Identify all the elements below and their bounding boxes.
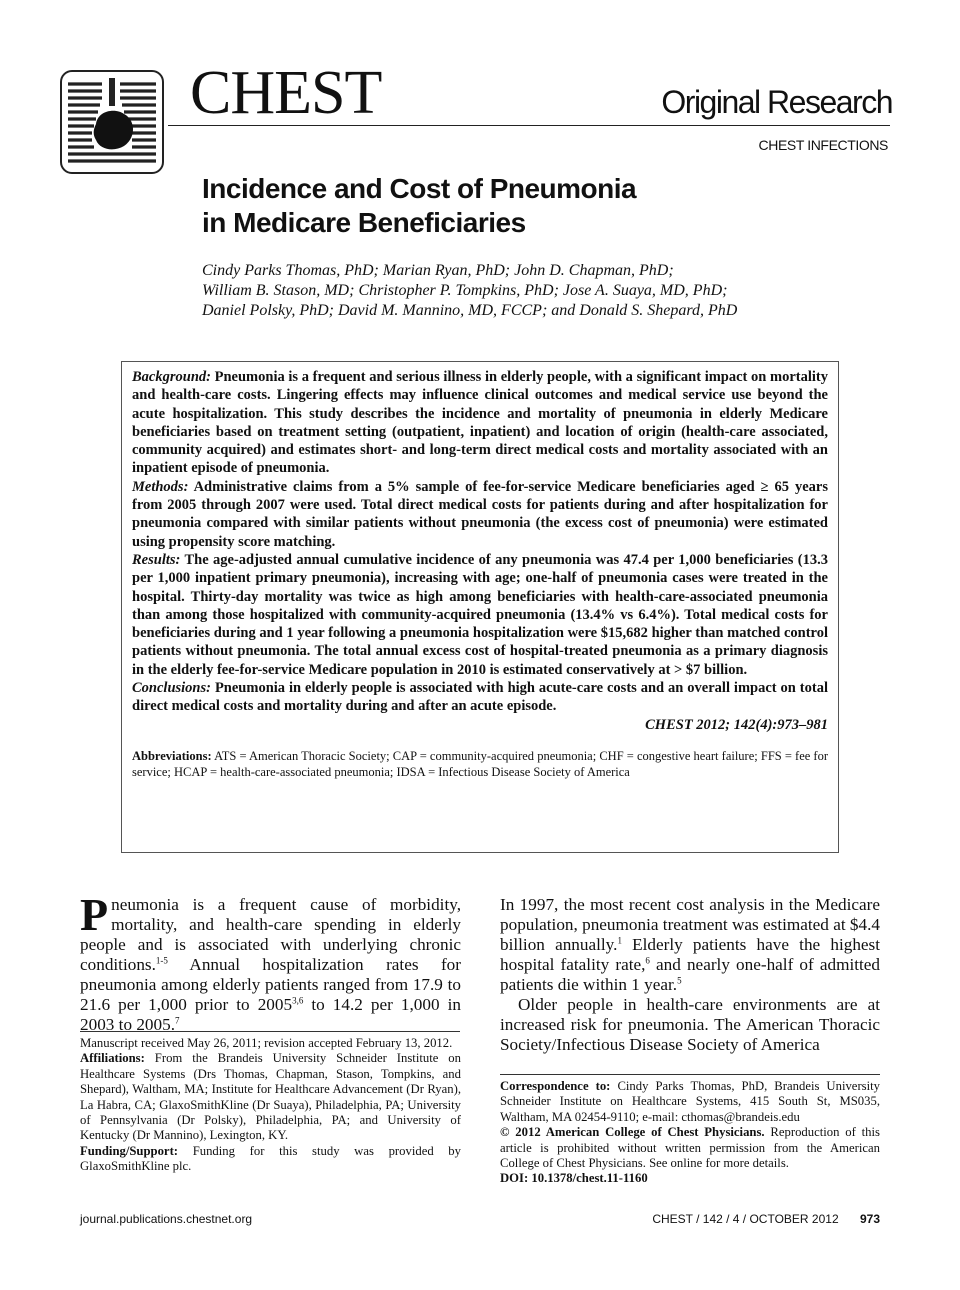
funding: [80, 1144, 461, 1175]
conclusions-label: Conclusions:: [132, 680, 211, 697]
citation-ref: 1-5: [155, 955, 168, 966]
page-footer: [652, 1212, 880, 1226]
citation-ref: 5: [677, 975, 682, 986]
correspondence: [500, 1079, 880, 1125]
section-category: CHEST INFECTIONS: [758, 137, 888, 153]
body-column-left: [80, 889, 461, 1035]
lungs-logo-icon: [62, 72, 162, 172]
methods-label: Methods:: [132, 478, 189, 495]
correspondence-notes: [500, 1079, 880, 1187]
manuscript-dates: Manuscript received May 26, 2011; revision accepted February 13, 2012.: [80, 1036, 453, 1050]
affiliations-label: Affiliations:: [80, 1051, 145, 1066]
background-text: Pneumonia is a frequent and serious illness in elderly people, with a significant impact on mortality and health-care costs. Lingering effects may influence clinical outcomes and medical service use beyond the acute hospitalization. This study describes the incidence and mortality of pneumonia in elderly Medicare beneficiaries based on treatment setting (outpatient, inpatient) and location of origin (health-care associated, community acquired) and estimates short- and long-term direct medical costs and mortality associated with an inpatient episode of pneumonia.: [132, 369, 829, 477]
footnote-divider: [500, 1074, 880, 1075]
background-label: Background:: [132, 369, 211, 385]
abstract-methods: [132, 478, 828, 551]
body-paragraph-3: Older people in health-care environments are at increased risk for pneumonia. The American Thoracic Society/Infectious Disease Society of America: [500, 995, 880, 1054]
abstract-results: [132, 551, 828, 679]
funding-text: Funding for this study was provided by GlaxoSmithKline plc.: [80, 1143, 461, 1174]
doi-text[interactable]: 10.1378/chest.11-1160: [531, 1171, 648, 1186]
citation-ref: 7: [175, 1015, 180, 1026]
paragraph-1-text-b: Annual hospitalization rates for pneumonia among elderly patients ranged from 17.9 to 21.6 per 1,000 prior to 2005: [80, 955, 461, 1014]
abbreviations-label: Abbreviations:: [132, 748, 212, 763]
article-title: [202, 172, 842, 240]
authors-line-2: William B. Stason, MD; Christopher P. Tompkins, PhD; Jose A. Suaya, MD, PhD;: [202, 282, 728, 299]
citation-ref: 3,6: [292, 995, 304, 1006]
paragraph-2-text-a: In 1997, the most recent cost analysis in the Medicare population, pneumonia treatment was estimated at $4.4 billion annually.: [500, 895, 880, 954]
methods-text: Administrative claims from a 5% sample of fee-for-service Medicare beneficiaries aged ≥ 65 years from 2005 through 2007 were used. Total direct medical costs for patients during and after hospitalization for pneumonia compared with similar patients without pneumonia (the excess cost of pneumonia) were estimated using propensity score matching.: [132, 478, 829, 550]
abstract-conclusions: [132, 679, 828, 716]
conclusions-text: Pneumonia in elderly people is associated with high acute-care costs and an overall impact on total direct medical costs and mortality during and after an acute episode.: [132, 680, 828, 715]
journal-logo: [60, 70, 164, 174]
header-divider: [168, 125, 890, 126]
copyright-text: Reproduction of this article is prohibited without written permission from the American College of Chest Physicians. See online for more details.: [500, 1125, 880, 1171]
paragraph-1-text-c: to 14.2 per 1,000 in 2003 to 2005.: [80, 995, 461, 1034]
doi-label: DOI:: [500, 1171, 529, 1186]
abstract-background: [132, 368, 828, 478]
copyright: [500, 1125, 880, 1171]
author-list: [202, 261, 862, 321]
drop-cap: P: [80, 889, 109, 940]
results-text: The age-adjusted annual cumulative incidence of any pneumonia was 47.4 per 1,000 beneficiaries (13.3 per 1,000 inpatient primary pneumonia), increasing with age; one-half of pneumonia cases were treated in the hospital. Thirty-day mortality was twice as high among beneficiaries with health-care-associated pneumonia than among those hospitalized with community-acquired pneumonia (13.4% vs 6.4%). Total medical costs for beneficiaries during and 1 year following a pneumonia hospitalization were $15,682 higher than matched control patients without pneumonia. The total annual excess cost of hospital-treated pneumonia as a primary diagnosis in the elderly fee-for-service Medicare population in 2010 is estimated conservatively at > $7 billion.: [132, 551, 828, 678]
footnote-divider: [80, 1031, 460, 1032]
copyright-label: © 2012 American College of Chest Physicians.: [500, 1125, 765, 1140]
authors-line-1: Cindy Parks Thomas, PhD; Marian Ryan, PhD; John D. Chapman, PhD;: [202, 262, 674, 279]
title-line-1: Incidence and Cost of Pneumonia: [202, 173, 637, 204]
doi: [500, 1171, 880, 1186]
citation-ref: 6: [645, 955, 650, 966]
authors-line-3: Daniel Polsky, PhD; David M. Mannino, MD, FCCP; and Donald S. Shepard, PhD: [202, 302, 738, 319]
citation-ref: 1: [617, 935, 622, 946]
affiliations-text: From the Brandeis University Schneider Institute on Healthcare Systems (Drs Thomas, Chapman, Stason, Tompkins, and Shepard), Waltham, MA; Institute for Healthcare Advancement (Dr Ryan), La Habra, CA; GlaxoSmithKline (Dr Suaya), Philadelphia, PA; University of Pennsylvania (Dr Polsky), Philadelphia, PA; and University of Kentucky (Dr Mannino), Lexington, KY.: [80, 1051, 461, 1143]
body-paragraph-2: [500, 895, 880, 995]
correspondence-label: Correspondence to:: [500, 1079, 611, 1093]
journal-title: CHEST: [190, 59, 382, 127]
article-notes: [80, 1036, 461, 1175]
title-line-2: in Medicare Beneficiaries: [202, 207, 526, 238]
body-column-right: [500, 895, 880, 1055]
correspondence-text: Cindy Parks Thomas, PhD, Brandeis University Schneider Institute on Healthcare Systems, 415 South St, MS035, Waltham, MA 02454-9110; e-mail: cthomas@brandeis.edu: [500, 1079, 880, 1124]
abstract-box: [121, 361, 839, 853]
funding-label: Funding/Support:: [80, 1143, 179, 1158]
paragraph-1-text-a: neumonia is a frequent cause of morbidity, mortality, and health-care spending in elderly people and is associated with underlying chronic conditions.: [80, 895, 461, 974]
journal-url[interactable]: journal.publications.chestnet.org: [80, 1212, 253, 1226]
journal-citation: CHEST 2012; 142(4):973–981: [645, 716, 828, 733]
affiliations: [80, 1051, 461, 1143]
abbreviations: [132, 748, 828, 780]
results-label: Results:: [132, 551, 181, 568]
abbreviations-text: ATS = American Thoracic Society; CAP = community-acquired pneumonia; CHF = congestive heart failure; FFS = fee for service; HCAP = health-care-associated pneumonia; IDSA = Infectious Disease Society of America: [132, 748, 828, 779]
section-label: Original Research: [661, 84, 892, 120]
paragraph-2-text-b: Elderly patients have the highest hospital fatality rate,: [500, 935, 881, 974]
paragraph-2-text-c: and nearly one-half of admitted patients die within 1 year.: [500, 955, 880, 994]
body-paragraph-1: [80, 889, 461, 1035]
page-number: 973: [859, 1212, 880, 1226]
issue-info: CHEST / 142 / 4 / OCTOBER 2012: [652, 1212, 839, 1226]
